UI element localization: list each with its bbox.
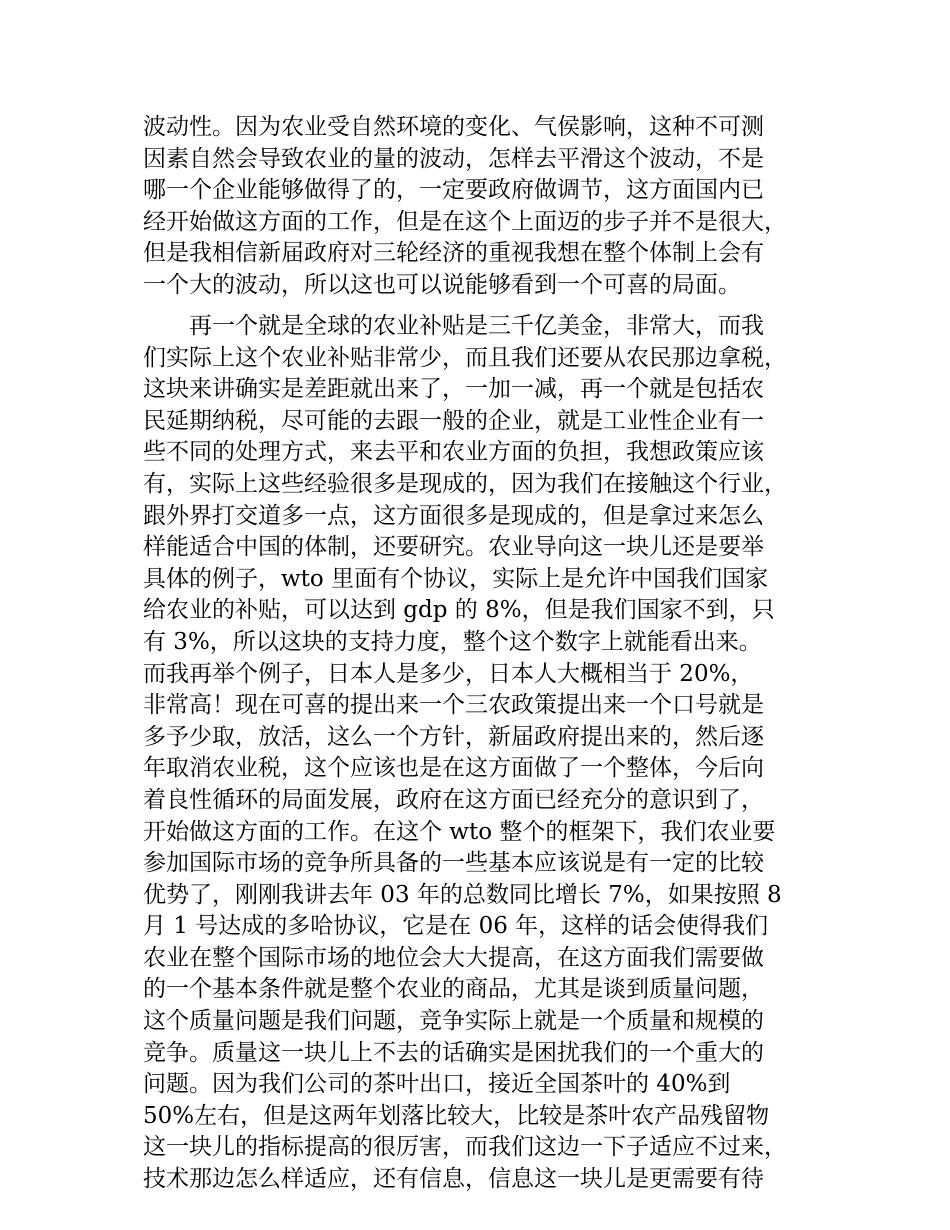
text-line: 些不同的处理方式，来去平和农业方面的负担，我想政策应该 — [143, 439, 764, 466]
text-line: 非常高！现在可喜的提出来一个三农政策提出来一个口号就是 — [143, 692, 764, 719]
text-line: 优势了，刚刚我讲去年 03 年的总数同比增长 7%，如果按照 8 — [143, 881, 782, 908]
text-line: 50%左右，但是这两年划落比较大，比较是茶叶农产品残留物 — [143, 1102, 770, 1129]
text-line: 但是我相信新届政府对三轮经济的重视我想在整个体制上会有 — [143, 240, 764, 267]
text-line: 农业在整个国际市场的地位会大大提高，在这方面我们需要做 — [143, 944, 764, 971]
text-line: 有 3%，所以这块的支持力度，整个这个数字上就能看出来。 — [143, 628, 762, 655]
text-line: 哪一个企业能够做得了的，一定要政府做调节，这方面国内已 — [143, 177, 764, 204]
text-line: 技术那边怎么样适应，还有信息，信息这一块儿是更需要有待 — [143, 1166, 764, 1193]
text-line: 竞争。质量这一块儿上不去的话确实是困扰我们的一个重大的 — [143, 1039, 764, 1066]
text-line: 因素自然会导致农业的量的波动，怎样去平滑这个波动，不是 — [143, 145, 764, 172]
text-line: 给农业的补贴，可以达到 gdp 的 8%，但是我们国家不到，只 — [143, 597, 775, 624]
text-line: 这一块儿的指标提高的很厉害，而我们这边一下子适应不过来， — [143, 1134, 787, 1161]
text-line: 再一个就是全球的农业补贴是三千亿美金，非常大，而我 — [189, 313, 764, 339]
text-line: 具体的例子，wto 里面有个协议，实际上是允许中国我们国家 — [143, 565, 769, 592]
text-line: 波动性。因为农业受自然环境的变化、气侯影响，这种不可测 — [143, 114, 764, 140]
text-line: 民延期纳税，尽可能的去跟一般的企业，就是工业性企业有一 — [143, 407, 764, 434]
text-line: 跟外界打交道多一点，这方面很多是现成的，但是拿过来怎么 — [143, 502, 764, 529]
text-line: 月 1 号达成的多哈协议，它是在 06 年，这样的话会使得我们 — [143, 913, 769, 940]
paragraph-1 — [143, 112, 833, 302]
text-line: 多予少取，放活，这么一个方针，新届政府提出来的，然后逐 — [143, 723, 764, 750]
text-line: 年取消农业税，这个应该也是在这方面做了一个整体，今后向 — [143, 755, 764, 782]
text-line: 们实际上这个农业补贴非常少，而且我们还要从农民那边拿税， — [143, 344, 787, 371]
text-line: 的一个基本条件就是整个农业的商品，尤其是谈到质量问题， — [143, 976, 764, 1003]
text-line: 开始做这方面的工作。在这个 wto 整个的框架下，我们农业要 — [143, 818, 776, 845]
text-line: 这块来讲确实是差距就出来了，一加一减，再一个就是包括农 — [143, 376, 764, 403]
text-line: 而我再举个例子，日本人是多少，日本人大概相当于 20%， — [143, 660, 754, 687]
text-line: 问题。因为我们公司的茶叶出口，接近全国茶叶的 40%到 — [143, 1071, 731, 1098]
text-line: 着良性循环的局面发展，政府在这方面已经充分的意识到了， — [143, 786, 764, 813]
text-line: 这个质量问题是我们问题，竞争实际上就是一个质量和规模的 — [143, 1008, 764, 1035]
paragraph-2 — [143, 311, 833, 1196]
text-line: 一个大的波动，所以这也可以说能够看到一个可喜的局面。 — [143, 271, 741, 298]
text-line: 有，实际上这些经验很多是现成的，因为我们在接触这个行业， — [143, 470, 787, 497]
text-line: 经开始做这方面的工作，但是在这个上面迈的步子并不是很大， — [143, 208, 787, 235]
text-line: 参加国际市场的竞争所具备的一些基本应该说是有一定的比较 — [143, 850, 764, 877]
text-line: 样能适合中国的体制，还要研究。农业导向这一块儿还是要举 — [143, 534, 764, 561]
